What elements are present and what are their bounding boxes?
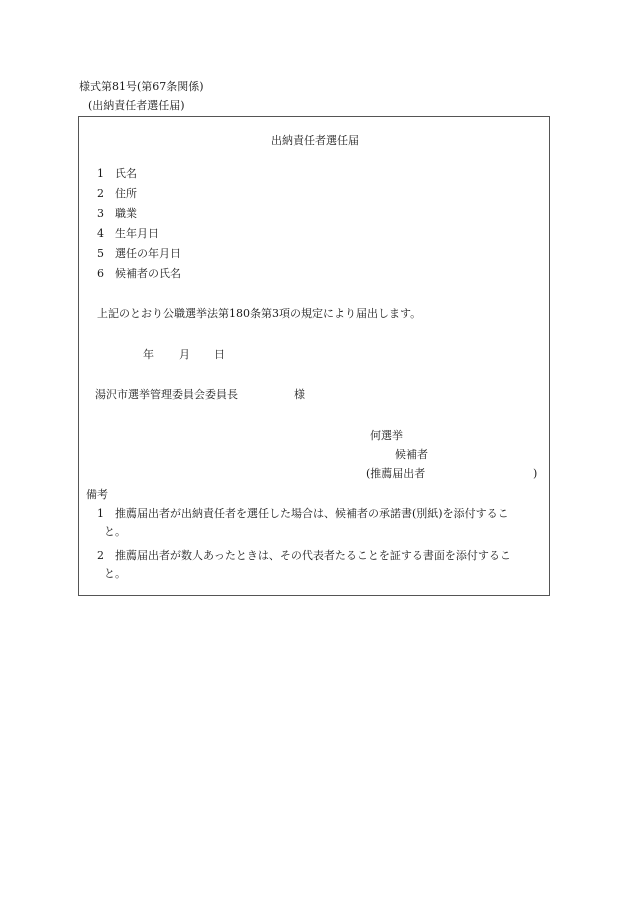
remark-note-number: 1	[97, 507, 104, 520]
remark-note	[97, 547, 547, 583]
date-month-label: 月	[179, 348, 190, 361]
declaration-text: 上記のとおり公職選挙法第180条第3項の規定により届出します。	[97, 307, 422, 320]
item-label-occupation: 職業	[115, 207, 137, 220]
item-label-address: 住所	[115, 187, 137, 200]
remark-note-continuation: と。	[104, 525, 126, 538]
signature-election-label: 何選挙	[370, 429, 403, 442]
item-number-occupation: 3	[97, 207, 104, 220]
remark-note-number: 2	[97, 549, 104, 562]
form-number-label: 様式第81号(第67条関係)	[79, 80, 204, 93]
remark-note	[97, 505, 547, 541]
date-day-label: 日	[214, 348, 225, 361]
signature-candidate-label: 候補者	[395, 448, 428, 461]
item-label-appointment-date: 選任の年月日	[115, 247, 181, 260]
signature-close-paren: )	[533, 467, 538, 480]
remark-note-text: 推薦届出者が数人あったときは、その代表者たることを証する書面を添付するこ	[115, 549, 511, 562]
remark-note-continuation: と。	[104, 567, 126, 580]
item-number-candidate-name: 6	[97, 267, 104, 280]
item-number-appointment-date: 5	[97, 247, 104, 260]
remark-note-text: 推薦届出者が出納責任者を選任した場合は、候補者の承諾書(別紙)を添付するこ	[115, 507, 509, 520]
item-number-address: 2	[97, 187, 104, 200]
item-label-name: 氏名	[115, 167, 137, 180]
item-number-birthdate: 4	[97, 227, 104, 240]
item-label-birthdate: 生年月日	[115, 227, 159, 240]
addressee: 湯沢市選挙管理委員会委員長	[95, 388, 238, 401]
item-number-name: 1	[97, 167, 104, 180]
document-title: 出納責任者選任届	[271, 134, 359, 147]
form-subtitle: (出納責任者選任届)	[88, 99, 185, 112]
date-year-label: 年	[143, 348, 154, 361]
item-label-candidate-name: 候補者の氏名	[115, 267, 181, 280]
remarks-heading: 備考	[86, 488, 108, 501]
addressee-honorific: 様	[294, 388, 305, 401]
signature-recommender-label: (推薦届出者	[366, 467, 426, 480]
